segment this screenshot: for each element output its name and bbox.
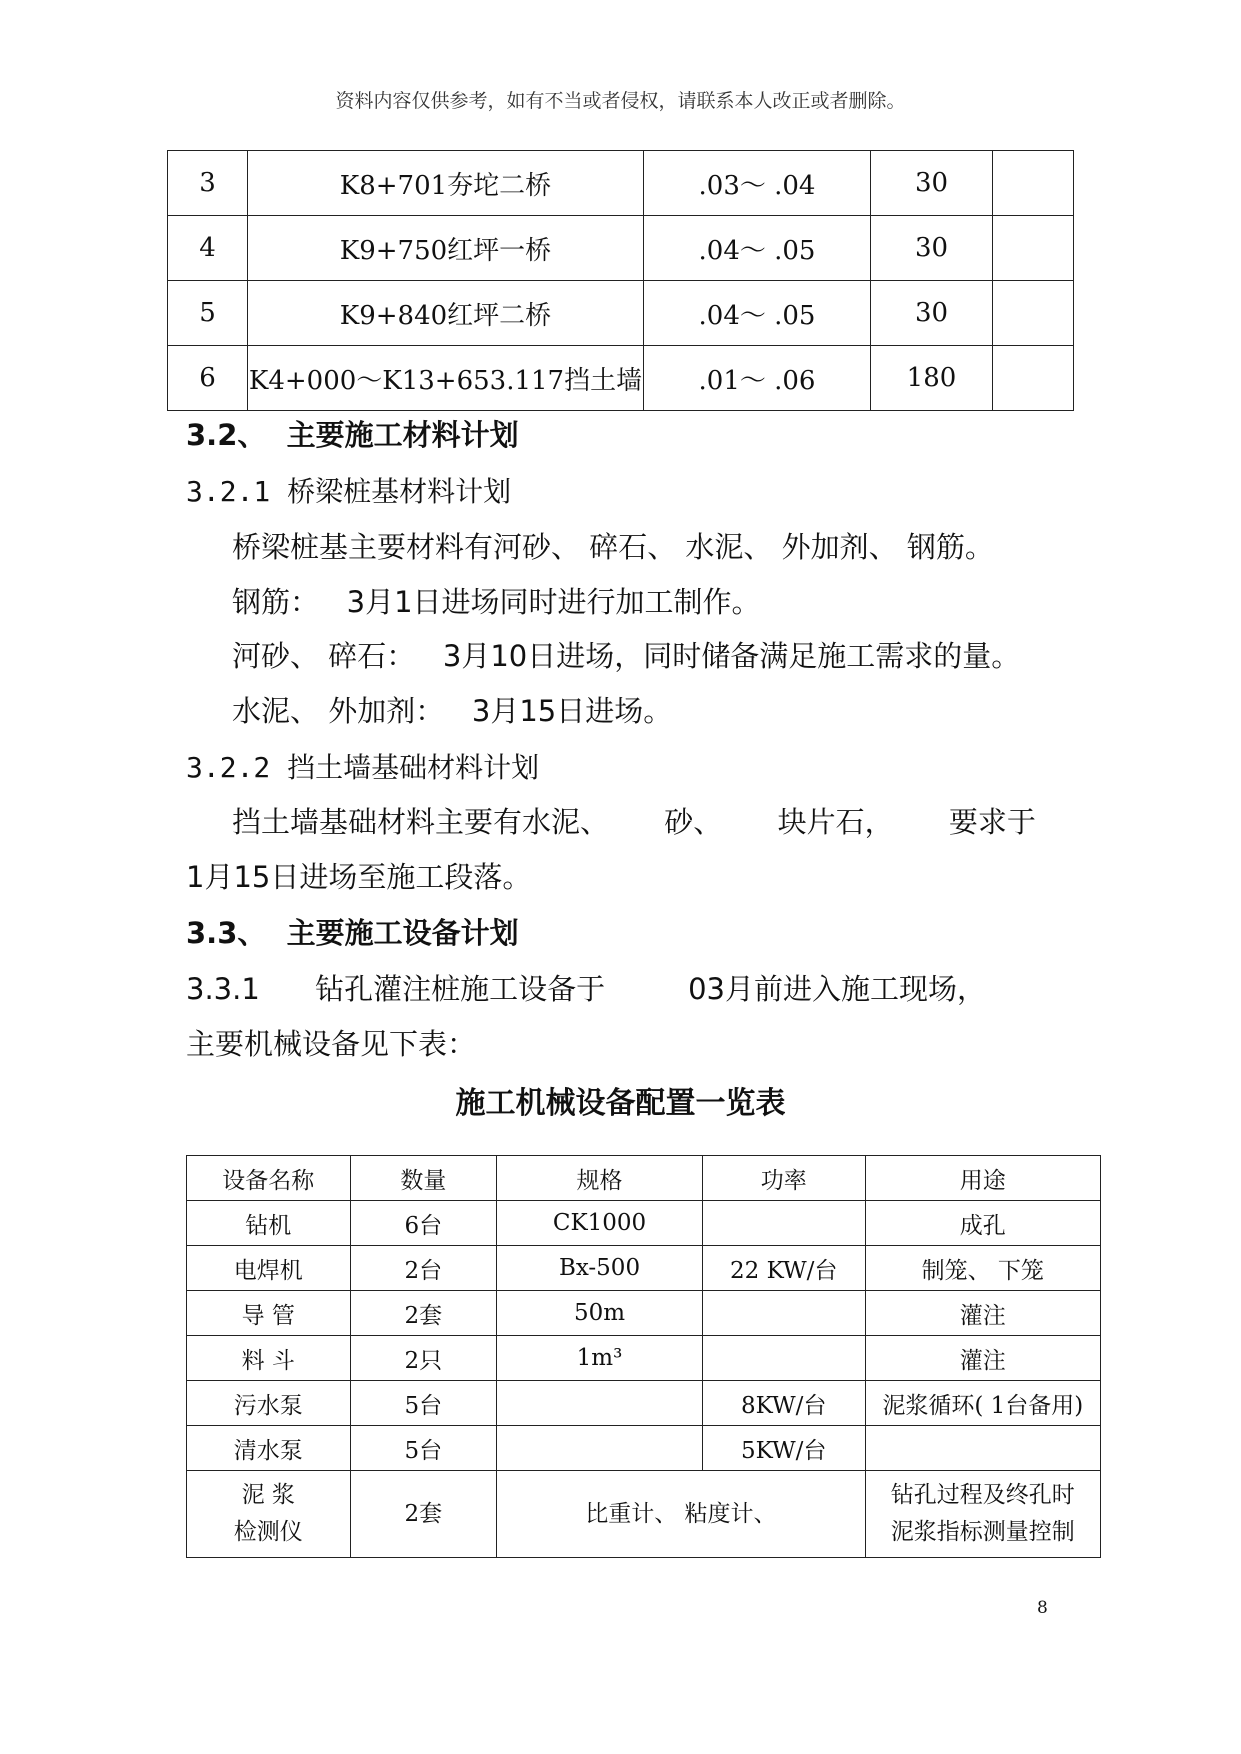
equipment-name-cell: 电焊机 [187,1246,351,1291]
column-header: 设备名称 [187,1156,351,1201]
paragraph-line: 挡土墙基础材料主要有水泥、 砂、 块片石， 要求于 [232,805,1036,839]
extra-cell [993,151,1074,216]
paragraph-line: 3.3.1 钻孔灌注桩施工设备于 03月前进入施工现场， [186,972,986,1006]
equipment-spec-cell: CK1000 [497,1201,703,1246]
use-line: 泥浆指标测量控制 [890,1519,1075,1545]
table-row [187,1201,1101,1246]
equipment-name-cell: 料 斗 [187,1336,351,1381]
bridge-name-cell: K4+000～K13+653.117挡土墙 [248,346,644,411]
equipment-qty-cell: 5台 [350,1426,497,1471]
equipment-qty-cell: 2套 [350,1471,497,1558]
equipment-name-cell [187,1471,351,1558]
table-row [168,151,1074,216]
equipment-table-title: 施工机械设备配置一览表 [455,1086,786,1121]
table-row [168,346,1074,411]
equipment-power-cell: 8KW/台 [702,1381,865,1426]
equipment-spec-cell [497,1426,703,1471]
equipment-use-cell: 制笼、 下笼 [865,1246,1100,1291]
use-line: 钻孔过程及终孔时 [890,1482,1075,1509]
table-row [187,1246,1101,1291]
column-header: 用途 [865,1156,1100,1201]
paragraph-line: 1月15日进场至施工段落。 [186,860,532,894]
equipment-qty-cell: 2台 [350,1246,497,1291]
extra-cell [993,281,1074,346]
period-cell: .01～ .06 [644,346,871,411]
section-3-2-2-heading: 3.2.2 挡土墙基础材料计划 [186,751,540,784]
table-row [187,1471,1101,1558]
days-cell: 180 [871,346,993,411]
equipment-qty-cell: 2只 [350,1336,497,1381]
name-line: 泥 浆 [241,1482,295,1509]
equipment-qty-cell: 5台 [350,1381,497,1426]
disclaimer-note: 资料内容仅供参考，如有不当或者侵权，请联系本人改正或者删除。 [335,90,906,112]
equipment-use-cell: 灌注 [865,1336,1100,1381]
bridge-name-cell: K8+701夯坨二桥 [248,151,644,216]
equipment-use-cell: 成孔 [865,1201,1100,1246]
equipment-power-cell [702,1336,865,1381]
table-row [168,216,1074,281]
equipment-use-cell: 灌注 [865,1291,1100,1336]
row-index-cell: 5 [168,281,248,346]
equipment-qty-cell: 2套 [350,1291,497,1336]
bridge-schedule-table [167,150,1074,411]
name-line: 检测仪 [233,1519,303,1545]
equipment-name-cell: 导 管 [187,1291,351,1336]
table-row [187,1336,1101,1381]
paragraph-line: 河砂、 碎石： 3月10日进场，同时储备满足施工需求的量。 [232,639,1021,673]
days-cell: 30 [871,281,993,346]
equipment-name-cell: 钻机 [187,1201,351,1246]
section-3-2-heading: 3.2、 主要施工材料计划 [186,418,519,452]
days-cell: 30 [871,216,993,281]
row-index-cell: 3 [168,151,248,216]
equipment-use-cell [865,1471,1100,1558]
period-cell: .03～ .04 [644,151,871,216]
equipment-power-cell [702,1291,865,1336]
row-index-cell: 6 [168,346,248,411]
column-header: 规格 [497,1156,703,1201]
bridge-name-cell: K9+840红坪二桥 [248,281,644,346]
equipment-spec-cell: 50m [497,1291,703,1336]
paragraph-line: 钢筋： 3月1日进场同时进行加工制作。 [232,585,761,619]
bridge-name-cell: K9+750红坪一桥 [248,216,644,281]
equipment-power-cell: 22 KW/台 [702,1246,865,1291]
column-header: 数量 [350,1156,497,1201]
extra-cell [993,346,1074,411]
days-cell: 30 [871,151,993,216]
equipment-spec-cell: Bx-500 [497,1246,703,1291]
row-index-cell: 4 [168,216,248,281]
equipment-power-cell [702,1201,865,1246]
equipment-power-cell: 5KW/台 [702,1426,865,1471]
section-3-2-1-heading: 3.2.1 桥梁桩基材料计划 [186,475,512,508]
equipment-name-cell: 污水泵 [187,1381,351,1426]
equipment-spec-cell [497,1381,703,1426]
equipment-spec-cell: 1m³ [497,1336,703,1381]
equipment-name-cell: 清水泵 [187,1426,351,1471]
extra-cell [993,216,1074,281]
equipment-use-cell: 泥浆循环( 1台备用) [865,1381,1100,1426]
period-cell: .04～ .05 [644,216,871,281]
table-row [187,1381,1101,1426]
paragraph-line: 水泥、 外加剂： 3月15日进场。 [232,694,673,728]
table-row [187,1291,1101,1336]
paragraph-line: 桥梁桩基主要材料有河砂、 碎石、 水泥、 外加剂、 钢筋。 [232,530,994,564]
equipment-table [186,1155,1101,1558]
table-row [168,281,1074,346]
equipment-qty-cell: 6台 [350,1201,497,1246]
section-3-3-heading: 3.3、 主要施工设备计划 [186,916,519,950]
column-header: 功率 [702,1156,865,1201]
equipment-use-cell [865,1426,1100,1471]
table-row [187,1426,1101,1471]
period-cell: .04～ .05 [644,281,871,346]
table-header-row [187,1156,1101,1201]
page-number: 8 [1037,1598,1048,1618]
paragraph-line: 主要机械设备见下表： [186,1027,477,1061]
equipment-spec-cell: 比重计、 粘度计、 [497,1471,865,1558]
